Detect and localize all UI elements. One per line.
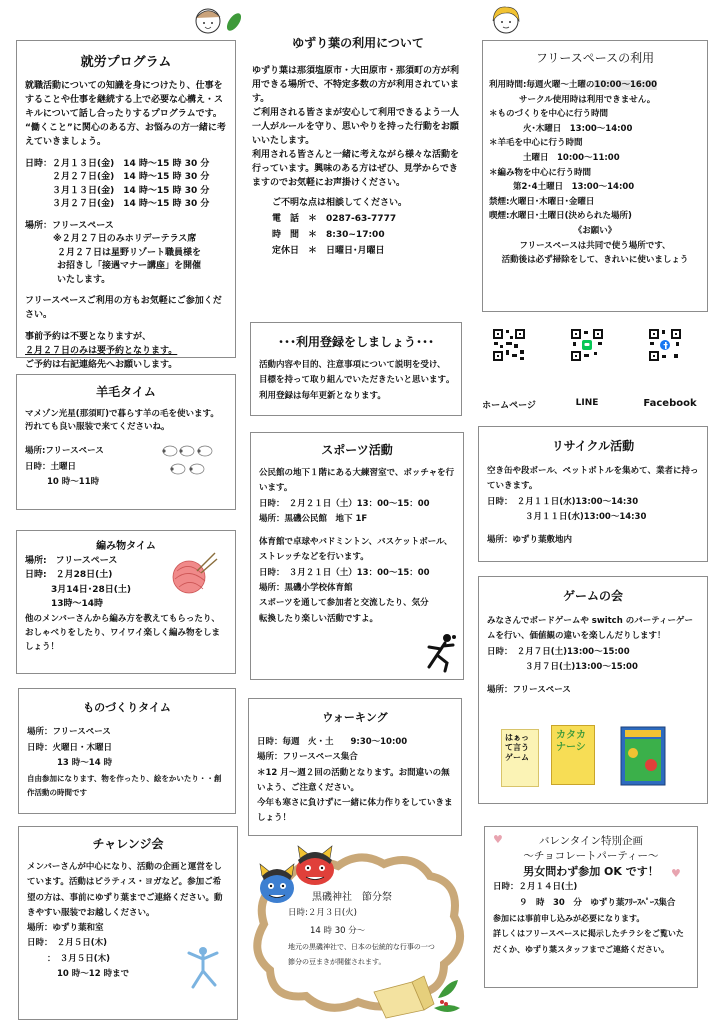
game-box-2	[551, 725, 595, 785]
girl-face-illustration	[486, 3, 526, 41]
employment-dates-label: 日時：	[25, 158, 53, 169]
employment-paragraph-2: 事前予約は不要となりますが、	[25, 332, 152, 343]
freespace-smoke: 喫煙:水曜日･土曜日(決められた場所)	[489, 211, 632, 222]
freespace-request-heading: 《お願い》	[573, 226, 617, 237]
employment-paragraph-1: フリースペースご利用の方もお気軽にご参加ください。	[25, 296, 222, 321]
wool-time-place: 場所:フリースペース	[25, 446, 104, 457]
facebook-qr-icon[interactable]	[648, 328, 682, 362]
knitting-date-2: 3月14日･28日(土)	[51, 584, 132, 595]
recycle-activity-box	[478, 426, 708, 562]
walking-place: 場所：フリースペース集合	[257, 752, 358, 763]
valentine-box	[484, 826, 698, 988]
recycle-place: 場所：ゆずり葉敷地内	[487, 535, 573, 546]
wool-time-time: 10 時～11時	[47, 476, 100, 487]
employment-note-2: ２月２７日は星野リゾート職員様を お招きし「接遇マナー講座」を開催 いたします。	[57, 247, 202, 285]
setsubun-date: 日時:２月３日(火)	[288, 908, 357, 918]
walking-title: ウォーキング	[322, 711, 388, 724]
wool-time-title: 羊毛タイム	[96, 385, 156, 399]
game-place: 場所：フリースペース	[487, 685, 571, 696]
yuzuriha-usage-p4: ご不明な点は相談してください。	[272, 198, 408, 209]
recycle-date-1: 日時： ２月１１日(水)13:00～14:30	[487, 496, 639, 507]
crafting-time: 13 時～14 時	[57, 758, 113, 769]
game-box-2-label: カタカナーシ	[556, 730, 586, 753]
knitting-date: 日時: ２月28日(土)	[25, 570, 113, 581]
challenge-date-2: ： ３月５日(木)	[47, 953, 111, 964]
setsubun-title: 黒磯神社 節分祭	[312, 892, 392, 903]
knitting-time-box	[16, 530, 236, 674]
freespace-circle-note: サークル使用時は利用できません。	[519, 94, 656, 105]
freespace-hours-highlight: 10:00～16:00	[594, 80, 658, 90]
freespace-request-1: フリースペースは共同で使う場所です、	[519, 240, 671, 251]
valentine-title: バレンタイン特別企画	[538, 835, 644, 847]
employment-program-title: 就労プログラム	[80, 55, 172, 70]
game-body: みなさんでボードゲームや switch のパーティーゲームを行い、価値観の違いを楽しんだりします！	[487, 616, 694, 642]
employment-paragraph-4: ご予約は右記連絡先へお願いします。	[25, 359, 178, 370]
setsubun-body: 地元の黒磯神社で、日本の伝統的な行事の一つ節分の豆まきが開催されます。	[288, 943, 435, 966]
crafting-place: 場所：フリースペース	[27, 727, 111, 737]
red-oni-illustration	[292, 844, 338, 892]
freespace-ami-label: ＊編み物を中心に行う時間	[489, 167, 592, 178]
employment-date-2: ２月２７日(金) 14 時～15 時 30 分	[52, 172, 210, 183]
homepage-qr-icon[interactable]	[492, 328, 526, 362]
challenge-date-1: 日時： ２月５日(木)	[27, 938, 108, 949]
sports-place-2: 場所：黒磯小学校体育館	[259, 583, 353, 594]
employment-program-intro: 就職活動についての知識を身につけたり、仕事をすることや仕事を継続する上で必要な心構え・スキルについて話し合ったりするプログラムです。 “働くこと”に関心のある方、お悩みの方一緒に考えていきましょう。	[25, 81, 226, 147]
game-box-1	[501, 729, 539, 787]
yoga-figure-illustration	[183, 945, 223, 993]
walking-p2: 今年も寒さに負けずに一緒に体力作りをしていきましょう！	[257, 798, 453, 824]
recycle-body: 空き缶や段ボール、ペットボトルを集めて、業者に持っていきます。	[487, 466, 699, 492]
challenge-meeting-body: メンバーさんが中心になり、活動の企画と運営をしています。活動はピラティス・ヨガなど。参加ご希望の方は、事前にゆずり葉までご連絡ください。動きやすい服装でお越しください。	[27, 862, 223, 918]
knitting-body: 他のメンバーさんから編み方を教えてもらったり、おしゃべりをしたり、ワイワイ楽しく編み物をしましょう！	[25, 613, 220, 653]
crafting-time-box	[18, 688, 236, 814]
freespace-hours-prefix: 利用時間:毎週火曜～土曜の	[489, 80, 595, 90]
setsubun-time: 14 時 30 分～	[310, 926, 366, 936]
challenge-time: 10 時～12 時まで	[57, 969, 130, 980]
employment-date-4: ３月２７日(金) 14 時～15 時 30 分	[52, 199, 210, 210]
employment-note-1: ※２月２７日のみホリデーテラス席	[53, 234, 197, 245]
wool-time-date: 日時：土曜日	[25, 461, 77, 472]
freespace-ami-time: 第2･4土曜日 13:00～14:00	[513, 182, 635, 193]
wool-time-body: マメゾン光星(那須町)で暮らす羊の毛を使います。汚れても良い服装で来てくださいね。	[25, 409, 219, 433]
employment-place: 場所：フリースペース	[25, 220, 114, 231]
crafting-body: 自由参加になります、物を作ったり、絵をかいたり・・創作活動の時間です	[27, 774, 222, 798]
heart-icon: ♥	[493, 833, 503, 846]
knitting-time: 13時～14時	[51, 599, 104, 610]
sports-p2: 体育館で卓球やバドミントン、バスケットボール、ストレッチなどを行います。	[259, 537, 453, 563]
sports-date-2: 日時： ３月２１日（土）13：00～15：00	[259, 567, 430, 578]
registration-box	[250, 322, 462, 416]
valentine-p2: 詳しくはフリースペースに掲示したチラシをご覧いただくか、ゆずり葉スタッフまでご連絡ください。	[493, 929, 684, 954]
yuzuriha-usage-p1: ゆずり葉は那須塩原市・大田原市・那須町の方が利用できる場所で、不特定多数の方が利用されています。	[252, 66, 460, 104]
yuzuriha-usage-p2: ご利用される皆さまが安心して利用できるよう一人一人がルールを守り、思いやりを持った行動をお願いいたします。	[252, 107, 460, 146]
walking-box	[248, 698, 462, 836]
running-figure-illustration	[421, 633, 457, 677]
valentine-date: 日時：２月１４日(土)	[493, 882, 578, 892]
valentine-time: ９ 時 30 分 ゆずり葉ﾌﾘｰｽﾍﾟｰｽ集合	[519, 898, 676, 909]
valentine-subtitle-2: 男女問わず参加 OK です！	[523, 865, 659, 878]
knitting-time-title: 編み物タイム	[96, 541, 156, 552]
employment-program-box	[16, 40, 236, 370]
walking-p1: ＊12 月～週２回の活動となります。お間違いの無いよう、ご注意ください。	[257, 767, 450, 793]
challenge-meeting-title: チャレンジ会	[92, 837, 164, 851]
freespace-mono-time: 火･木曜日 13:00～14:00	[523, 123, 633, 134]
yuzuriha-usage-p3: 利用される皆さんと一緒に考えながら様々な活動を行っています。興味のある方はぜひ、見学からできますのでお気軽にお声掛けください。	[252, 149, 460, 188]
homepage-link-label[interactable]: ホームページ	[482, 401, 536, 411]
freespace-nosmoke: 禁煙:火曜日･木曜日･金曜日	[489, 196, 595, 207]
sports-p3: スポーツを通して参加者と交流したり、気分転換したり楽しい活動ですよ。	[259, 598, 429, 624]
game-date-2: ３月７日(土)13:00～15:00	[525, 661, 638, 672]
registration-title: ･･･利用登録をしましょう･･･	[277, 335, 434, 349]
setsubun-festival-section	[248, 844, 470, 1020]
wool-time-box	[16, 374, 236, 510]
crafting-date: 日時：火曜日・木曜日	[27, 742, 113, 753]
game-box-1-label: はぁって言うゲーム	[505, 733, 529, 762]
challenge-place: 場所：ゆずり葉和室	[27, 923, 104, 934]
walking-date: 日時：毎週 火・土 9:30～10:00	[257, 737, 408, 747]
sports-activity-title: スポーツ活動	[321, 443, 393, 457]
employment-paragraph-3: ２月２７日のみは要予約となります。	[25, 346, 178, 356]
challenge-meeting-box	[18, 826, 238, 1020]
crafting-time-title: ものづくりタイム	[83, 701, 171, 714]
game-box-3-illustration	[619, 725, 667, 791]
freespace-usage-title: フリースペースの利用	[535, 51, 655, 65]
heart-icon-right: ♥	[671, 867, 681, 880]
valentine-subtitle: ～チョコレートパーティー～	[523, 850, 659, 862]
line-qr-icon[interactable]	[570, 328, 604, 362]
yuzuriha-usage-title: ゆずり葉の利用について	[292, 36, 424, 50]
registration-body: 活動内容や目的、注意事項について説明を受け、目標を持って取り組んでいただきたいと思います｡利用登録は毎年更新となります。	[259, 360, 451, 401]
game-date-1: 日時： ２月７日(土)13:00～15:00	[487, 646, 630, 657]
sports-activity-box	[250, 432, 464, 680]
employment-date-1: ２月１３日(金) 14 時～15 時 30 分	[52, 158, 210, 169]
yuzuriha-phone: 電 話 ＊ 0287-63-7777	[272, 214, 397, 225]
game-meeting-box	[478, 576, 708, 804]
yuzuriha-closed-days: 定休日 ＊ 日曜日･月曜日	[272, 245, 385, 256]
valentine-p1: 参加には事前申し込みが必要になります。	[493, 914, 645, 924]
freespace-mono-label: ＊ものづくりを中心に行う時間	[489, 109, 609, 120]
sheep-illustration	[161, 443, 221, 483]
bean-box-illustration	[368, 968, 464, 1024]
freespace-usage-box	[482, 40, 708, 312]
boy-face-illustration	[190, 4, 250, 40]
yuzuriha-hours: 時 間 ＊ 8:30~17:00	[272, 229, 385, 240]
yuzuriha-usage-section	[252, 34, 464, 259]
freespace-yomo-time: 土曜日 10:00～11:00	[523, 153, 620, 164]
game-meeting-title: ゲームの会	[562, 589, 623, 603]
freespace-yomo-label: ＊羊毛を中心に行う時間	[489, 138, 583, 149]
knitting-place: 場所: フリースペース	[25, 556, 118, 566]
sports-p1: 公民館の地下１階にある大練習室で、ボッチャを行います。	[259, 468, 455, 494]
facebook-link-label[interactable]: Facebook	[643, 398, 697, 409]
sports-place-1: 場所：黒磯公民館 地下 1F	[259, 513, 368, 524]
employment-date-3: ３月１３日(金) 14 時～15 時 30 分	[52, 185, 210, 196]
line-link-label[interactable]: LINE	[575, 398, 599, 408]
recycle-activity-title: リサイクル活動	[551, 439, 635, 453]
yarn-ball-illustration	[169, 551, 219, 599]
sports-date-1: 日時： ２月２１日（土）13：00～15：00	[259, 498, 430, 509]
recycle-date-2: ３月１１日(水)13:00～14:30	[525, 511, 647, 522]
freespace-request-2: 活動後は必ず掃除をして、きれいに使いましょう	[501, 255, 689, 266]
